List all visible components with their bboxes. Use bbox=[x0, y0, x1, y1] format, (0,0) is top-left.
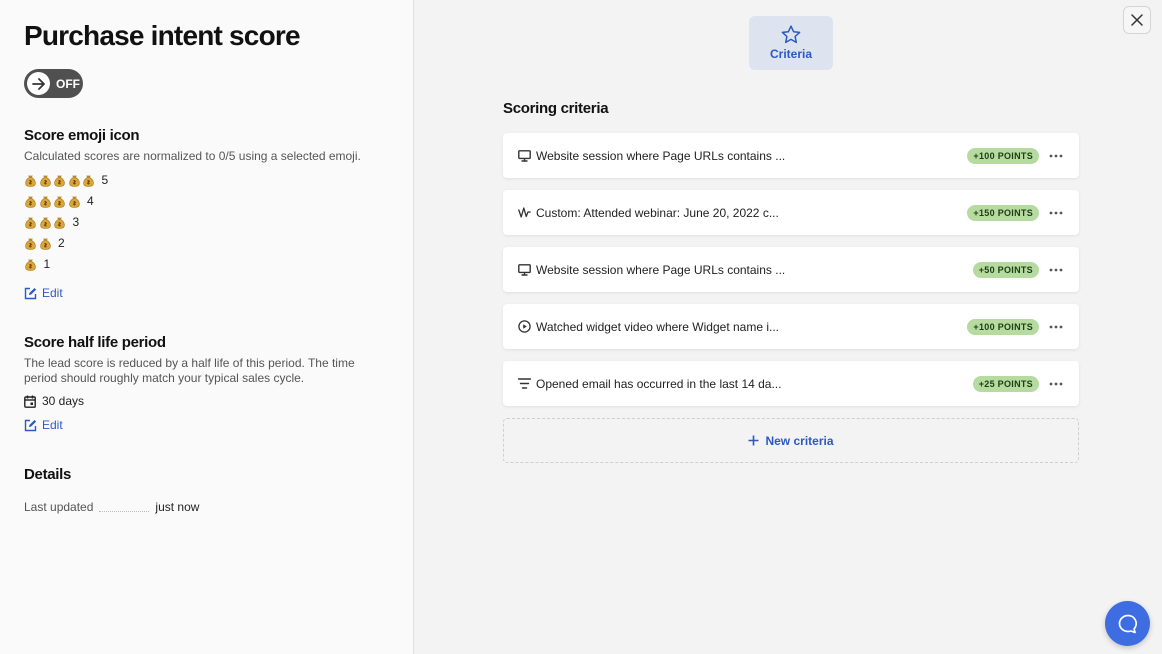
play-circle-icon bbox=[517, 320, 531, 334]
dotted-leader bbox=[99, 502, 149, 512]
star-icon bbox=[781, 25, 801, 44]
money-bag-icon bbox=[39, 216, 53, 229]
money-bag-icon bbox=[39, 174, 53, 187]
close-button[interactable] bbox=[1123, 6, 1151, 34]
emoji-row bbox=[24, 214, 79, 230]
details-title: Details bbox=[24, 466, 72, 483]
money-bag-icon bbox=[24, 216, 38, 229]
tab-criteria-label: Criteria bbox=[769, 47, 813, 61]
edit-icon bbox=[24, 287, 37, 300]
more-options-icon[interactable] bbox=[1048, 319, 1064, 335]
tab-criteria[interactable] bbox=[749, 16, 833, 70]
criteria-description: Website session where Page URLs contains ... bbox=[536, 262, 786, 277]
money-bag-icon bbox=[39, 237, 53, 250]
page-title: Purchase intent score bbox=[24, 20, 300, 51]
half-life-value bbox=[24, 394, 84, 408]
criteria-description: Opened email has occurred in the last 14 da... bbox=[536, 376, 782, 391]
criteria-description: Website session where Page URLs contains ... bbox=[536, 148, 786, 163]
settings-panel bbox=[0, 0, 414, 654]
money-bag-icon bbox=[68, 195, 82, 208]
money-bag-icon bbox=[53, 195, 67, 208]
chat-button[interactable] bbox=[1105, 601, 1150, 646]
plus-icon bbox=[748, 435, 759, 446]
arrow-right-icon bbox=[27, 72, 50, 95]
close-icon bbox=[1131, 14, 1143, 26]
scoring-criteria-heading: Scoring criteria bbox=[503, 100, 609, 117]
criteria-item[interactable] bbox=[503, 247, 1079, 292]
half-life-days: 30 days bbox=[42, 394, 85, 408]
points-badge: +50 POINTS bbox=[973, 262, 1039, 278]
more-options-icon[interactable] bbox=[1048, 376, 1064, 392]
edit-icon bbox=[24, 419, 37, 432]
emoji-row bbox=[24, 172, 108, 188]
calendar-icon bbox=[24, 395, 36, 408]
emoji-row bbox=[24, 235, 65, 251]
points-badge: +150 POINTS bbox=[967, 205, 1039, 221]
emoji-score-label: 1 bbox=[43, 257, 51, 271]
last-updated-label: Last updated bbox=[24, 500, 94, 514]
last-updated-row bbox=[24, 499, 204, 515]
half-life-title: Score half life period bbox=[24, 334, 166, 351]
criteria-description: Custom: Attended webinar: June 20, 2022 c... bbox=[536, 205, 779, 220]
money-bag-icon bbox=[24, 258, 38, 271]
money-bag-icon bbox=[53, 174, 67, 187]
points-badge: +100 POINTS bbox=[967, 319, 1039, 335]
money-bag-icon bbox=[82, 174, 96, 187]
score-toggle[interactable] bbox=[24, 69, 83, 98]
custom-event-icon bbox=[517, 206, 531, 220]
criteria-panel bbox=[415, 0, 1162, 654]
criteria-item[interactable] bbox=[503, 133, 1079, 178]
emoji-score-label: 4 bbox=[87, 194, 94, 208]
new-criteria-button[interactable] bbox=[503, 418, 1079, 463]
edit-emoji-button[interactable] bbox=[24, 286, 63, 300]
criteria-item[interactable] bbox=[503, 304, 1079, 349]
filter-icon bbox=[517, 377, 531, 391]
criteria-item[interactable] bbox=[503, 361, 1079, 406]
emoji-section-description: Calculated scores are normalized to 0/5 using a selected emoji. bbox=[24, 149, 361, 163]
monitor-icon bbox=[517, 149, 531, 163]
money-bag-icon bbox=[24, 237, 38, 250]
chat-bubble-icon bbox=[1117, 613, 1139, 635]
more-options-icon[interactable] bbox=[1048, 262, 1064, 278]
points-badge: +25 POINTS bbox=[973, 376, 1039, 392]
criteria-item[interactable] bbox=[503, 190, 1079, 235]
emoji-section-title: Score emoji icon bbox=[24, 127, 140, 144]
money-bag-icon bbox=[68, 174, 82, 187]
more-options-icon[interactable] bbox=[1048, 148, 1064, 164]
money-bag-icon bbox=[24, 174, 38, 187]
money-bag-icon bbox=[53, 216, 67, 229]
half-life-description: The lead score is reduced by a half life of this period. The time period should roughly match your typical sales cycle. bbox=[24, 356, 355, 385]
criteria-description: Watched widget video where Widget name i... bbox=[536, 319, 780, 334]
edit-label: Edit bbox=[42, 418, 63, 432]
emoji-score-label: 5 bbox=[101, 173, 109, 187]
edit-half-life-button[interactable] bbox=[24, 418, 63, 432]
edit-label: Edit bbox=[42, 286, 63, 300]
money-bag-icon bbox=[39, 195, 53, 208]
new-criteria-label: New criteria bbox=[765, 433, 834, 448]
emoji-row bbox=[24, 256, 50, 272]
last-updated-value: just now bbox=[155, 500, 200, 514]
emoji-score-label: 2 bbox=[58, 236, 65, 250]
money-bag-icon bbox=[24, 195, 38, 208]
toggle-label: OFF bbox=[56, 76, 80, 91]
emoji-row bbox=[24, 193, 94, 209]
points-badge: +100 POINTS bbox=[967, 148, 1039, 164]
more-options-icon[interactable] bbox=[1048, 205, 1064, 221]
emoji-score-label: 3 bbox=[72, 215, 80, 229]
monitor-icon bbox=[517, 263, 531, 277]
